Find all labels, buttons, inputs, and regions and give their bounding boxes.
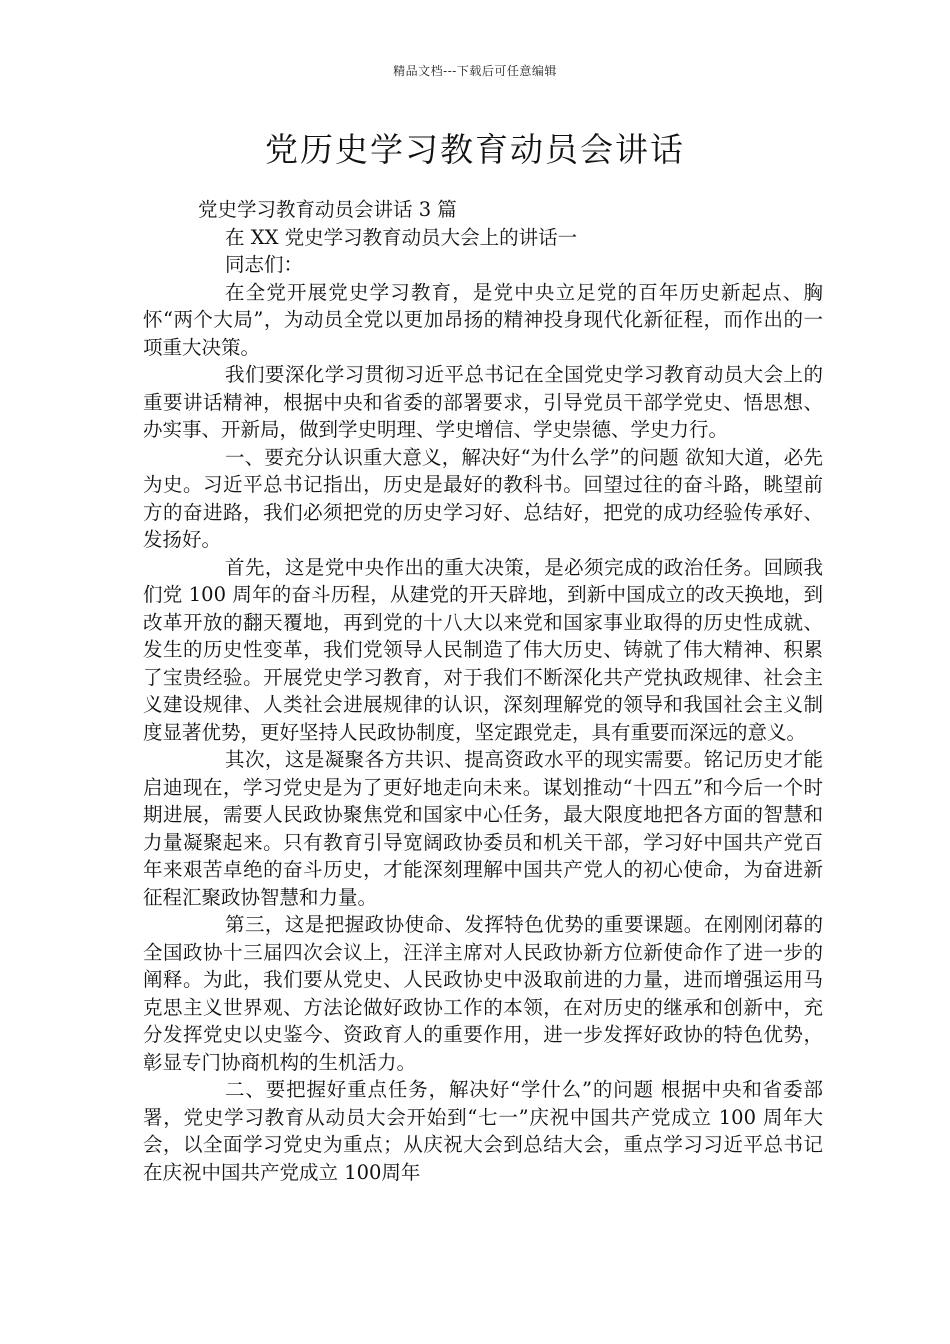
document-subtitle: 党史学习教育动员会讲话 3 篇 [198, 198, 457, 221]
document-title: 党历史学习教育动员会讲话 [265, 130, 685, 169]
document-body [143, 196, 823, 1186]
speech-title: 在 XX 党史学习教育动员大会上的讲话一 [225, 225, 578, 249]
paragraph: 首先，这是党中央作出的重大决策，是必须完成的政治任务。回顾我们党 100 周年的奋斗历程，从建党的开天辟地，到新中国成立的改天换地，到改革开放的翻天覆地，再到党的十八大以来党和国家事业取得的历史性成就、发生的历史性变革，我们党领导人民制造了伟大历史、铸就了伟大精神、积累了宝贵经验。开展党史学习教育，对于我们不断深化共产党执政规律、社会主义建设规律、人类社会进展规律的认识，深刻理解党的领导和我国社会主义制度显著优势，更好坚持人民政协制度，坚定跟党走，具有重要而深远的意义。 [143, 555, 823, 744]
paragraph: 其次，这是凝聚各方共识、提高资政水平的现实需要。铭记历史才能启迪现在，学习党史是为了更好地走向未来。谋划推动“十四五”和今后一个时期进展，需要人民政协聚焦党和国家中心任务，最大限度地把各方面的智慧和力量凝聚起来。只有教育引导宽阔政协委员和机关干部，学习好中国共产党百年来艰苦卓绝的奋斗历史，才能深刻理解中国共产党人的初心使命，为奋进新征程汇聚政协智慧和力量。 [143, 748, 823, 909]
paragraph: 一、要充分认识重大意义，解决好“为什么学”的问题 欲知大道，必先为史。习近平总书记指出，历史是最好的教科书。回望过往的奋斗路，眺望前方的奋进路，我们必须把党的历史学习好、总结好，把党的成功经验传承好、发扬好。 [143, 445, 823, 551]
paragraph: 在全党开展党史学习教育，是党中央立足党的百年历史新起点、胸怀“两个大局”，为动员全党以更加昂扬的精神投身现代化新征程，而作出的一项重大决策。 [143, 280, 823, 359]
salutation: 同志们： [225, 253, 304, 276]
paragraph: 我们要深化学习贯彻习近平总书记在全国党史学习教育动员大会上的重要讲话精神，根据中央和省委的部署要求，引导党员干部学党史、悟思想、办实事、开新局，做到学史明理、学史增信、学史崇德、学史力行。 [143, 363, 823, 441]
paragraph: 第三，这是把握政协使命、发挥特色优势的重要课题。在刚刚闭幕的全国政协十三届四次会议上，汪洋主席对人民政协新方位新使命作了进一步的阐释。为此，我们要从党史、人民政协史中汲取前进的力量，进而增强运用马克思主义世界观、方法论做好政协工作的本领，在对历史的继承和创新中，充分发挥党史以史鉴今、资政育人的重要作用，进一步发挥好政协的特色优势，彰显专门协商机构的生机活力。 [143, 913, 823, 1074]
page-header: 精品文档---下载后可任意编辑 [393, 64, 557, 78]
paragraph: 二、要把握好重点任务，解决好“学什么”的问题 根据中央和省委部署，党史学习教育从动员大会开始到“七一”庆祝中国共产党成立 100 周年大会，以全面学习党史为重点；从庆祝大会到总结大会，重点学习习近平总书记在庆祝中国共产党成立 100周年 [143, 1078, 823, 1184]
